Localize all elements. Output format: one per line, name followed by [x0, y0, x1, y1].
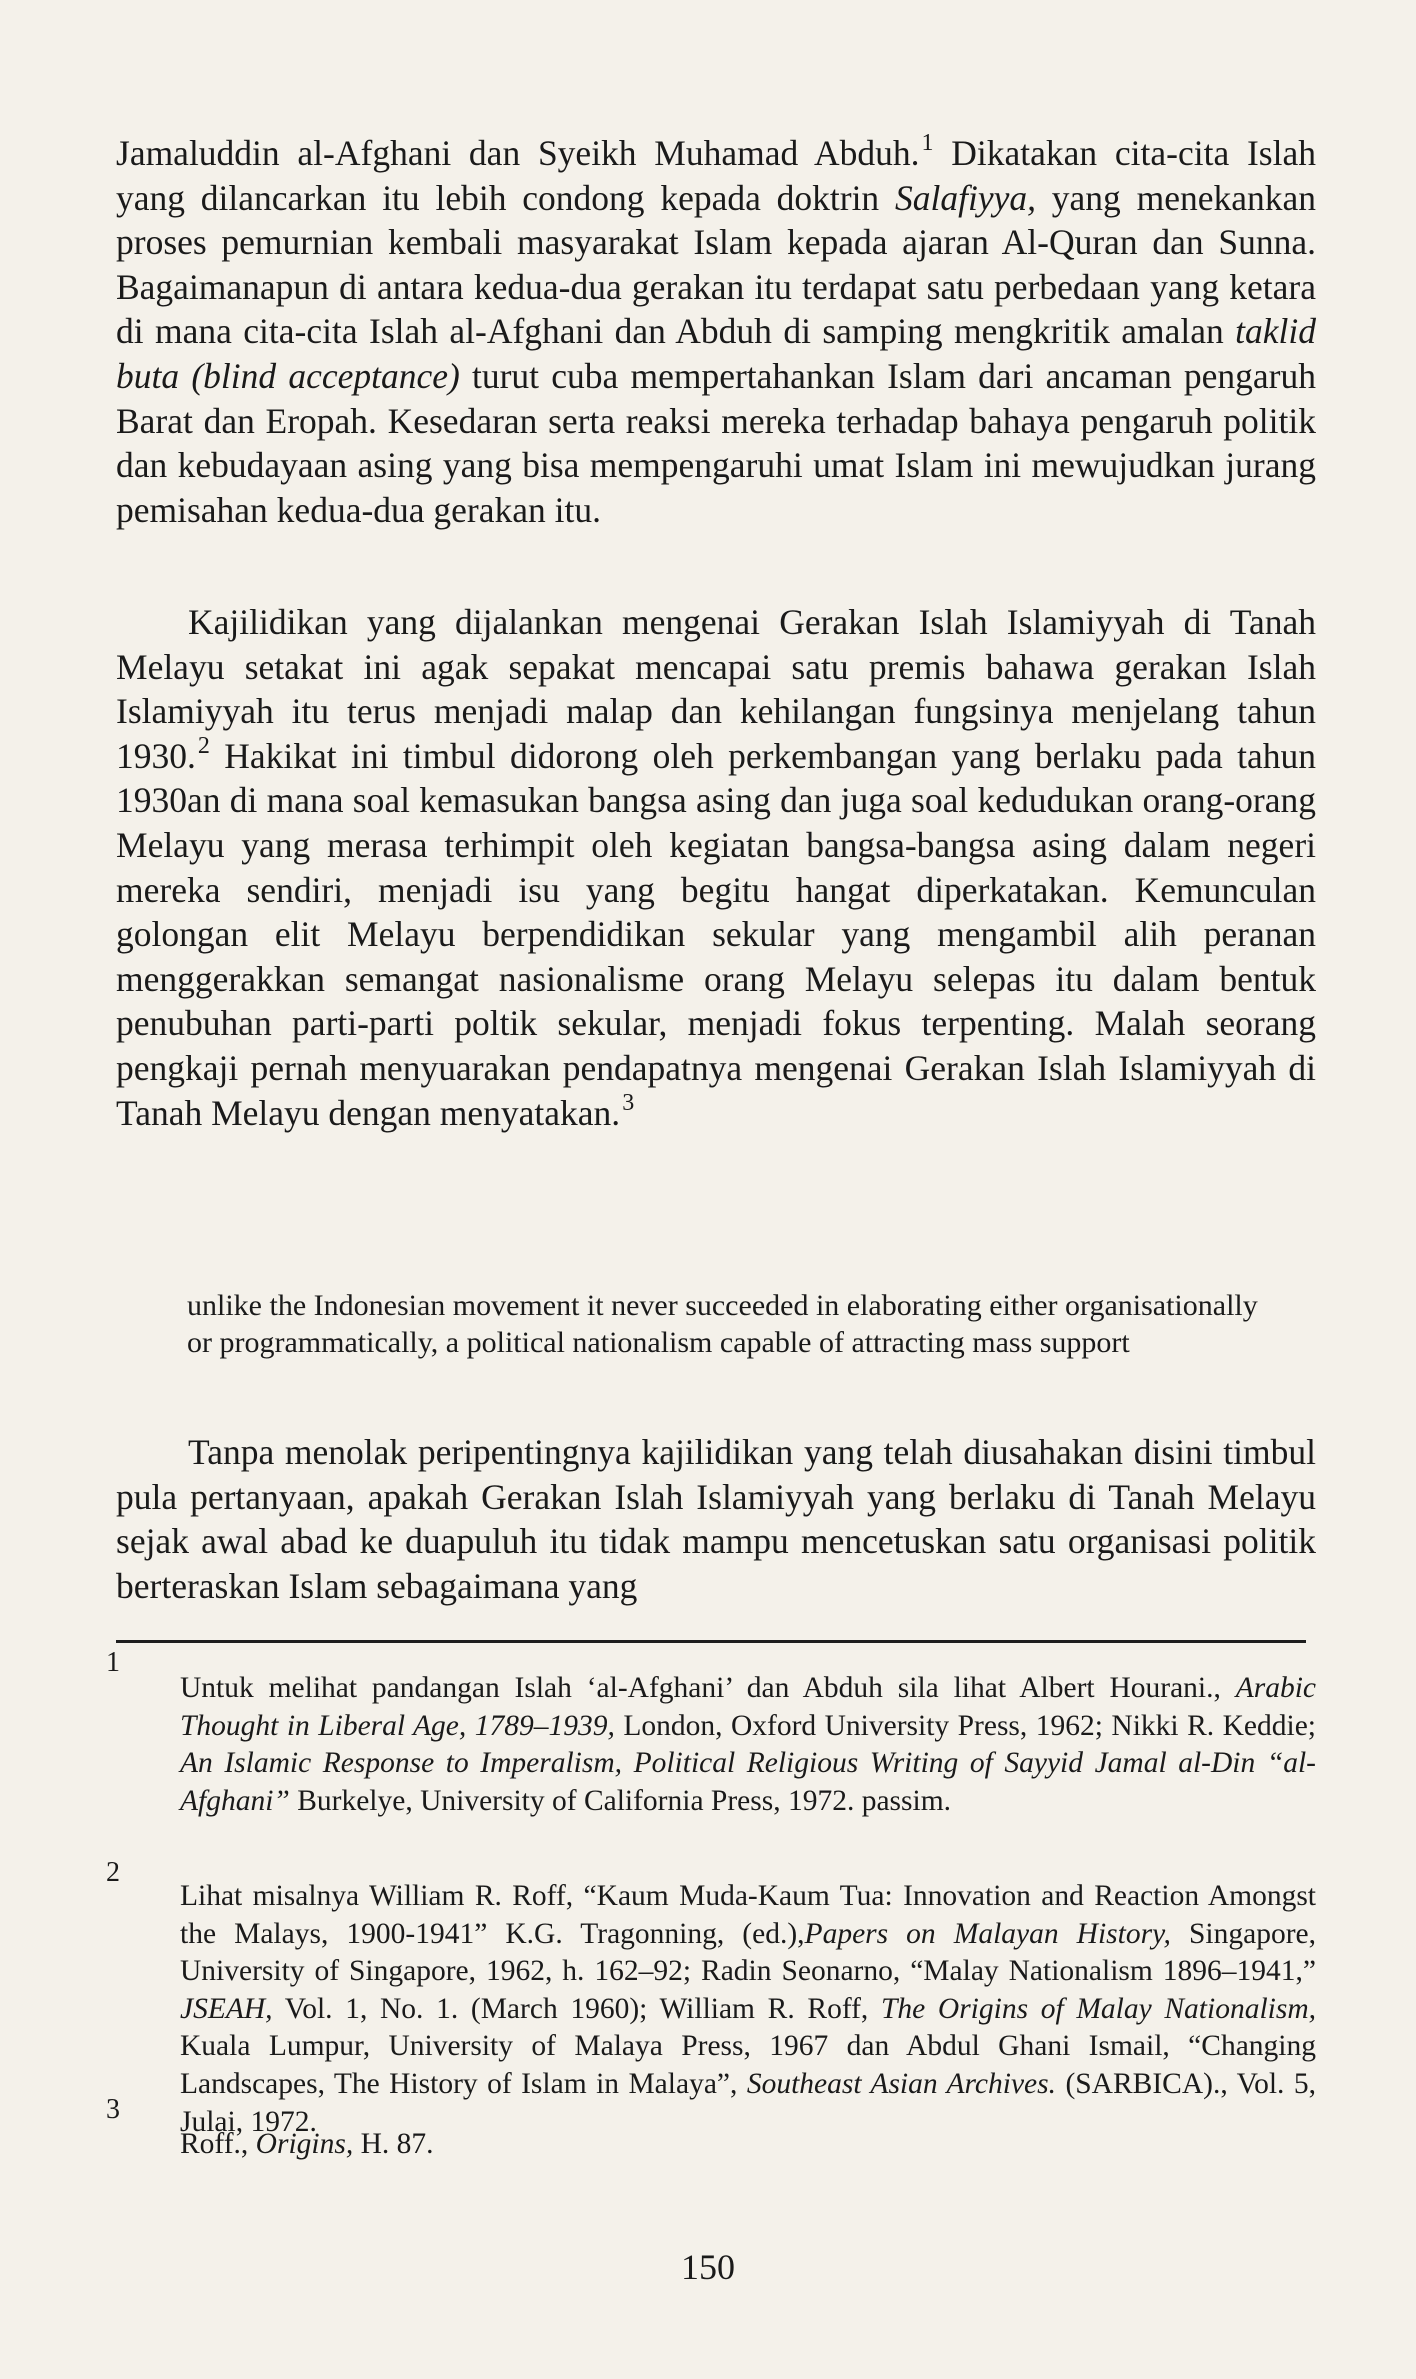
footnote-2-title-c: The Origins of Malay Nationalism,	[880, 1992, 1316, 2025]
footnote-3-number: 3	[106, 2094, 120, 2125]
footnote-3-title: Origins,	[255, 2128, 354, 2160]
footnote-3-text-b: H. 87.	[353, 2128, 434, 2160]
page-number: 150	[681, 2247, 735, 2287]
footnote-2-text-a: Lihat misalnya William R. Roff, “Kaum Muda-Kaum Tua: Innovation and Reaction Amongst the Malays, 1900-1941” K.G. Tragonning, (ed.),	[180, 1880, 1316, 1950]
footnote-2-number: 2	[106, 1857, 120, 1888]
footnote-3	[106, 2095, 1316, 2164]
paragraph-2	[116, 600, 1316, 1135]
footnote-3-text-a: Roff.,	[180, 2128, 256, 2160]
paragraph-1-italic-phrase: taklid buta (blind acceptance)	[116, 311, 1316, 396]
footnote-1-text	[180, 1648, 1316, 1820]
paragraph-1-text-b: Dikatakan cita-cita Islah yang dilancarkan itu lebih condong kepada doktrin	[116, 133, 1316, 218]
paragraph-2-text-b: Hakikat ini timbul didorong oleh perkembangan yang berlaku pada tahun 1930an di mana soal kemasukan bangsa asing dan juga soal kedudukan orang-orang Melayu yang merasa terhimpit oleh kegiatan bangsa-bangsa asing dalam negeri mereka sendiri, menjadi isu yang begitu hangat diperkatakan. Kemunculan golongan elit Melayu berpendidikan sekular yang mengambil alih peranan menggerakkan semangat nasionalisme orang Melayu selepas itu dalam bentuk penubuhan parti-parti poltik sekular, menjadi fokus terpenting. Malah seorang pengkaji pernah menyuarakan pendapatnya mengenai Gerakan Islah Islamiyyah di Tanah Melayu dengan menyatakan.	[116, 735, 1316, 1133]
footnote-ref-2: 2	[197, 732, 210, 759]
paragraph-1	[116, 131, 1316, 532]
footnote-1-title-b: An Islamic Response to Imperalism, Political Religious Writing of Sayyid Jamal al-Din “al-Afghani”	[180, 1747, 1316, 1817]
paragraph-1-text-c: yang menekankan proses pemurnian kembali masyarakat Islam kepada ajaran Al-Quran dan Sunna. Bagaimanapun di antara kedua-dua gerakan itu terdapat satu perbedaan yang ketara di mana cita-cita Islah al-Afghani dan Abduh di samping mengkritik amalan	[116, 177, 1316, 352]
block-quote-text: unlike the Indonesian movement it never succeeded in elaborating either organisationally or programmatically, a political nationalism capable of attracting mass support	[187, 1289, 1258, 1359]
footnote-divider	[116, 1640, 1306, 1643]
footnote-2-title-d: Southeast Asian Archives.	[746, 2067, 1057, 2100]
footnote-ref-1: 1	[921, 130, 934, 156]
footnote-1-text-b: London, Oxford University Press, 1962; Nikki R. Keddie;	[614, 1709, 1316, 1742]
footnote-2-text-d: Kuala Lumpur, University of Malaya Press, 1967 dan Abdul Ghani Ismail, “Changing Landscapes, The History of Islam in Malaya”,	[180, 2030, 1316, 2100]
footnote-2-text-c: Vol. 1, No. 1. (March 1960); William R. Roff,	[272, 1992, 881, 2025]
footnote-1-number: 1	[106, 1647, 120, 1678]
paragraph-1-italic-term: Salafiyya,	[895, 177, 1036, 218]
footnote-3-text	[180, 2095, 1316, 2164]
footnote-1-title-a: Arabic Thought in Liberal Age, 1789–1939,	[180, 1672, 1316, 1742]
footnote-ref-3: 3	[622, 1089, 635, 1116]
paragraph-3-text: Tanpa menolak peripentingnya kajilidikan yang telah diusahakan disini timbul pula pertanyaan, apakah Gerakan Islah Islamiyyah yang berlaku di Tanah Melayu sejak awal abad ke duapuluh itu tidak mampu mencetuskan satu organisasi politik berteraskan Islam sebagaimana yang	[116, 1432, 1316, 1606]
footnote-2-title-a: Papers on Malayan History,	[804, 1917, 1171, 1950]
footnote-2-title-b: JSEAH,	[180, 1992, 273, 2025]
footnote-2-text-b: Singapore, University of Singapore, 1962, h. 162–92; Radin Seonarno, “Malay Nationalism 1896–1941,”	[180, 1917, 1316, 1988]
footnote-1	[106, 1648, 1316, 1820]
block-quote	[187, 1287, 1267, 1361]
paragraph-1-text-a: Jamaluddin al-Afghani dan Syeikh Muhamad Abduh.	[116, 133, 920, 173]
paragraph-2-text-a: Kajilidikan yang dijalankan mengenai Gerakan Islah Islamiyyah di Tanah Melayu setakat ini agak sepakat mencapai satu premis bahawa gerakan Islah Islamiyyah itu terus menjadi malap dan kehilangan fungsinya menjelang tahun 1930.	[116, 602, 1316, 776]
footnote-2-text-e: (SARBICA)., Vol. 5, Julai, 1972.	[180, 2067, 1316, 2138]
paragraph-3	[116, 1430, 1316, 1608]
paragraph-1-text-d: turut cuba mempertahankan Islam dari ancaman pengaruh Barat dan Eropah. Kesedaran serta reaksi mereka terhadap bahaya pengaruh politik dan kebudayaan asing yang bisa mempengaruhi umat Islam ini mewujudkan jurang pemisahan kedua-dua gerakan itu.	[116, 355, 1316, 530]
footnote-1-text-a: Untuk melihat pandangan Islah ‘al-Afghani’ dan Abduh sila lihat Albert Hourani.,	[180, 1672, 1236, 1704]
footnote-1-text-c: Burkelye, University of California Press, 1972. passim.	[289, 1784, 952, 1817]
